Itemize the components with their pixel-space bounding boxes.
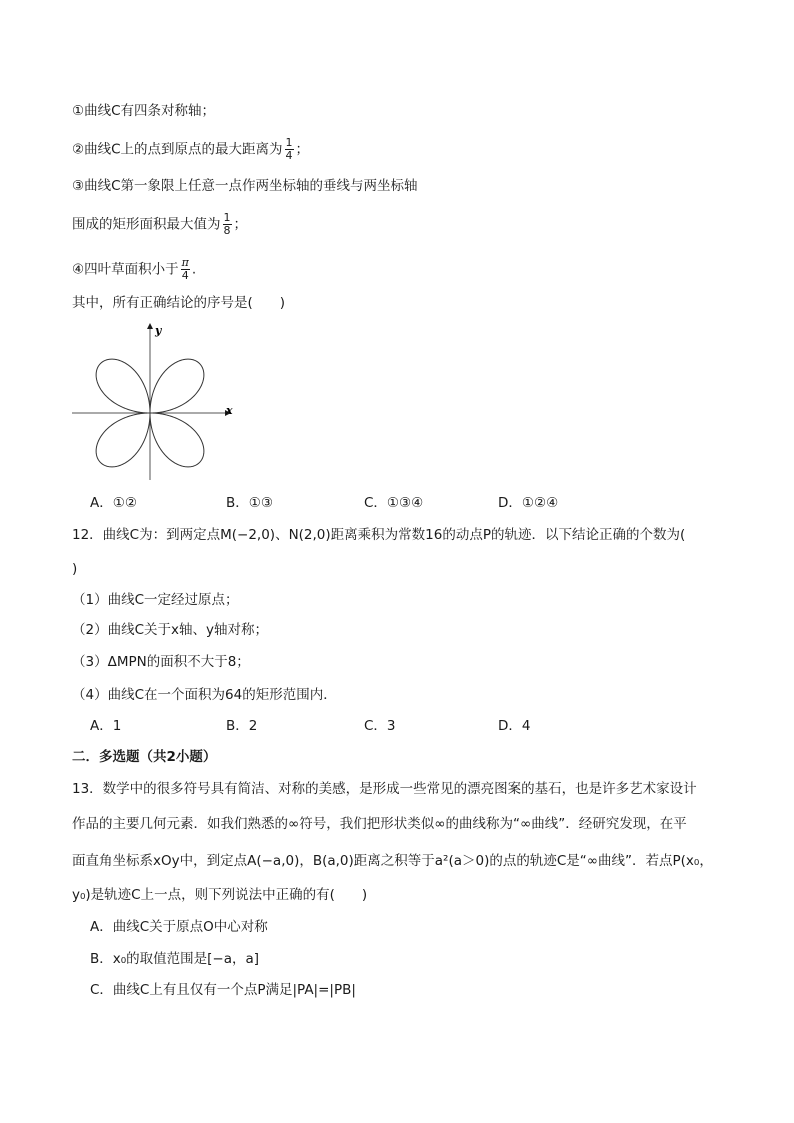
- axis-label-y: y: [155, 324, 162, 337]
- q12-statement-3: （3）ΔMPN的面积不大于8；: [72, 654, 250, 670]
- q12-option-b[interactable]: B．2: [226, 718, 258, 734]
- axis-label-x: x: [226, 404, 233, 417]
- fraction-one-quarter: $\frac{1}{4}$: [285, 136, 293, 162]
- q11-item-2: ②曲线C上的点到原点的最大距离为 $\frac{1}{4}$ ；: [72, 136, 310, 162]
- q12-stem-line-1: 12．曲线C为：到两定点M(−2,0)、N(2,0)距离乘积为常数16的动点P的轨迹．以下结论正确的个数为(: [72, 527, 686, 543]
- fraction-pi-quarter: $\frac{\pi}{4}$: [181, 256, 189, 282]
- q13-stem-line-4: y₀)是轨迹C上一点，则下列说法中正确的有( ): [72, 887, 368, 903]
- q11-question: 其中，所有正确结论的序号是( ): [72, 295, 286, 311]
- q12-option-a[interactable]: A．1: [90, 718, 122, 734]
- q12-statement-4: （4）曲线C在一个面积为64的矩形范围内．: [72, 687, 337, 703]
- q13-stem-line-3: 面直角坐标系xOy中，到定点A(−a,0)，B(a,0)距离之积等于a²(a＞0)的点的轨迹C是“∞曲线”．若点P(x₀，: [72, 853, 713, 869]
- q11-option-a[interactable]: A．①②: [90, 495, 137, 511]
- q12-statement-2: （2）曲线C关于x轴、y轴对称；: [72, 622, 268, 638]
- q13-stem-line-2: 作品的主要几何元素．如我们熟悉的∞符号，我们把形状类似∞的曲线称为“∞曲线”．经研究发现，在平: [72, 816, 687, 832]
- q13-option-c[interactable]: C．曲线C上有且仅有一个点P满足|PA|=|PB|: [90, 982, 356, 998]
- q11-option-c[interactable]: C．①③④: [364, 495, 424, 511]
- q13-stem-line-1: 13．数学中的很多符号具有简洁、对称的美感，是形成一些常见的漂亮图案的基石，也是许多艺术家设计: [72, 781, 697, 797]
- four-leaf-clover-figure: [70, 322, 240, 482]
- q11-option-b[interactable]: B．①③: [226, 495, 273, 511]
- q11-item-1: ①曲线C有四条对称轴；: [72, 103, 216, 119]
- q11-option-d[interactable]: D．①②④: [498, 495, 559, 511]
- q12-stem-line-2: ): [72, 561, 78, 577]
- fraction-one-eighth: $\frac{1}{8}$: [223, 211, 231, 237]
- section-heading-multiple-choice: 二．多选题（共2小题）: [72, 749, 217, 765]
- q12-option-d[interactable]: D．4: [498, 718, 531, 734]
- q11-item-3a: ③曲线C第一象限上任意一点作两坐标轴的垂线与两坐标轴: [72, 178, 418, 194]
- q11-item-4: ④四叶草面积小于 $\frac{\pi}{4}$ .: [72, 256, 197, 282]
- q13-option-b[interactable]: B．x₀的取值范围是[−a，a]: [90, 951, 260, 967]
- q13-option-a[interactable]: A．曲线C关于原点O中心对称: [90, 919, 268, 935]
- q12-option-c[interactable]: C．3: [364, 718, 396, 734]
- q11-item-3b: 围成的矩形面积最大值为 $\frac{1}{8}$ ；: [72, 211, 247, 237]
- q12-statement-1: （1）曲线C一定经过原点；: [72, 592, 239, 608]
